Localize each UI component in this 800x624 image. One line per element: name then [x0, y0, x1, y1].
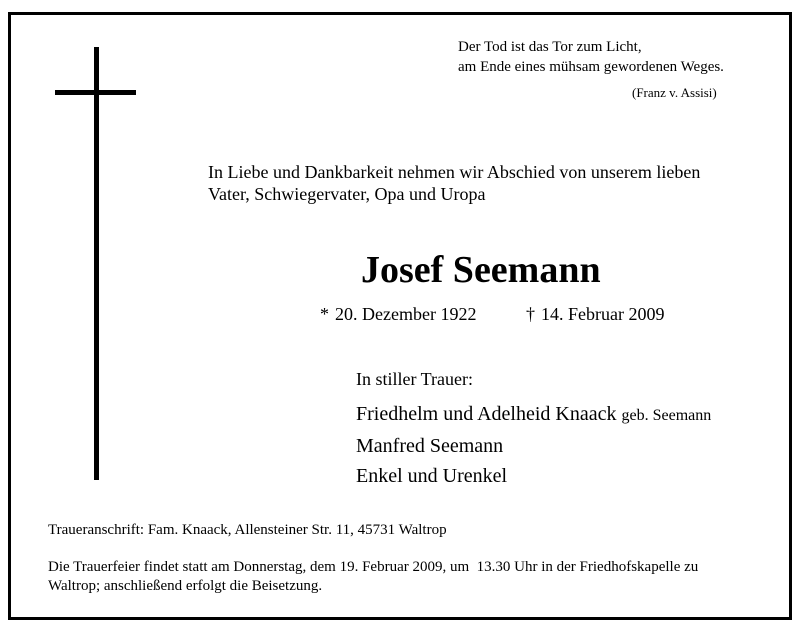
cross-icon-horizontal-bar	[55, 90, 136, 95]
mourner-name: Manfred Seemann	[356, 435, 504, 457]
mourner-name: Friedhelm und Adelheid Knaack	[356, 403, 617, 425]
intro-text	[208, 161, 700, 205]
mourner-item	[356, 399, 711, 431]
mourners-list	[356, 399, 711, 491]
ceremony-line: Die Trauerfeier findet statt am Donnerstag, dem 19. Februar 2009, um 13.30 Uhr in der Friedhofskapelle zu	[48, 559, 699, 575]
mourner-name: Enkel und Urenkel	[356, 465, 508, 487]
birth-star-icon: *	[320, 304, 329, 324]
birth-date: 20. Dezember 1922	[335, 304, 477, 324]
quote-author: (Franz v. Assisi)	[632, 85, 717, 100]
cross-icon-vertical-bar	[94, 47, 99, 480]
birth-date-group	[320, 303, 476, 325]
quote	[458, 37, 724, 77]
intro-line: Vater, Schwiegervater, Opa und Uropa	[208, 184, 486, 204]
ceremony-info	[48, 558, 778, 596]
death-date: 14. Februar 2009	[541, 304, 665, 324]
mourner-item	[356, 431, 711, 461]
mourner-item	[356, 461, 711, 491]
mourning-address: Traueranschrift: Fam. Knaack, Allensteiner Str. 11, 45731 Waltrop	[48, 522, 447, 538]
quote-line: am Ende eines mühsam gewordenen Weges.	[458, 59, 724, 75]
death-dagger-icon: †	[526, 304, 535, 324]
death-date-group	[526, 303, 664, 325]
mourner-note: geb. Seemann	[621, 407, 712, 424]
ceremony-line: Waltrop; anschließend erfolgt die Beisetzung.	[48, 578, 323, 594]
deceased-name: Josef Seemann	[361, 249, 601, 291]
mourning-label: In stiller Trauer:	[356, 369, 473, 389]
quote-line: Der Tod ist das Tor zum Licht,	[458, 39, 642, 55]
intro-line: In Liebe und Dankbarkeit nehmen wir Abschied von unserem lieben	[208, 162, 701, 182]
